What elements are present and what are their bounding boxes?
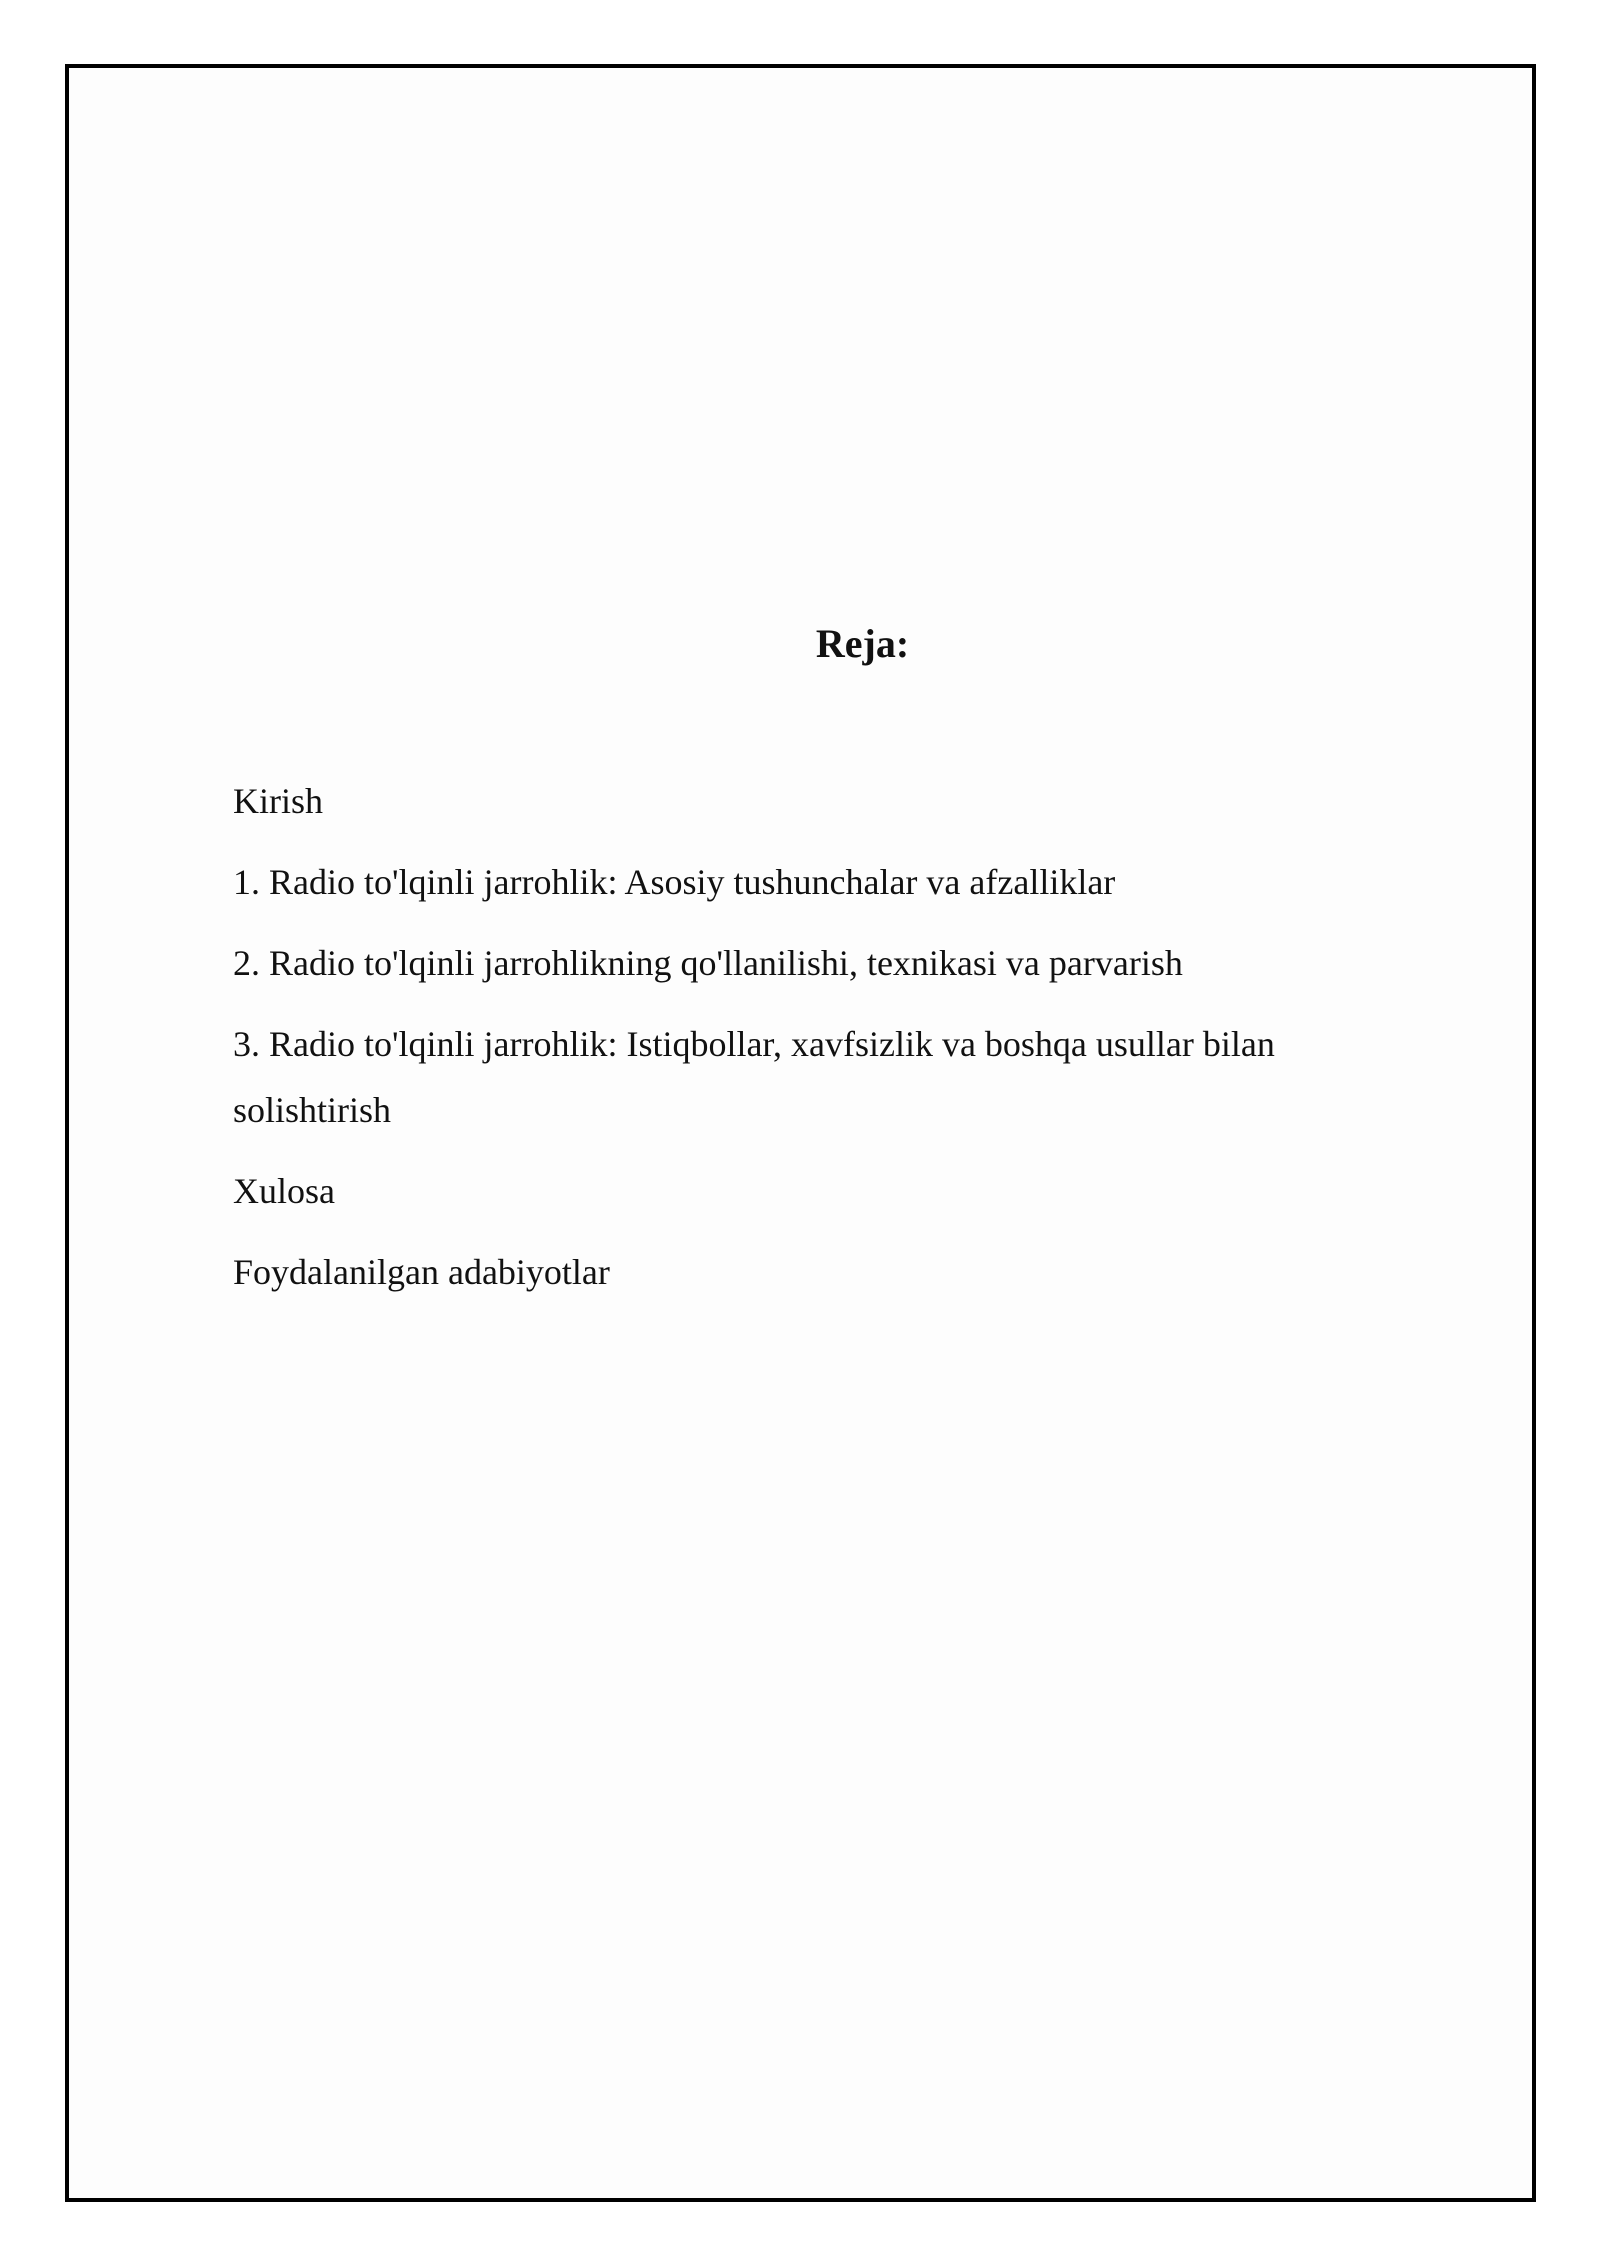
plan-list bbox=[233, 768, 1413, 1320]
plan-item-chapter-1: 1. Radio to'lqinli jarrohlik: Asosiy tushunchalar va afzalliklar bbox=[233, 862, 1116, 902]
page-border bbox=[65, 64, 1536, 2202]
plan-item-references: Foydalanilgan adabiyotlar bbox=[233, 1252, 610, 1292]
plan-item-introduction: Kirish bbox=[233, 781, 323, 821]
page-title: Reja: bbox=[815, 621, 910, 666]
plan-item-conclusion: Xulosa bbox=[233, 1171, 335, 1211]
plan-item-chapter-3: 3. Radio to'lqinli jarrohlik: Istiqbollar, xavfsizlik va boshqa usullar bilan solishtirish bbox=[233, 1024, 1275, 1130]
plan-item-chapter-2: 2. Radio to'lqinli jarrohlikning qo'llanilishi, texnikasi va parvarish bbox=[233, 943, 1183, 983]
